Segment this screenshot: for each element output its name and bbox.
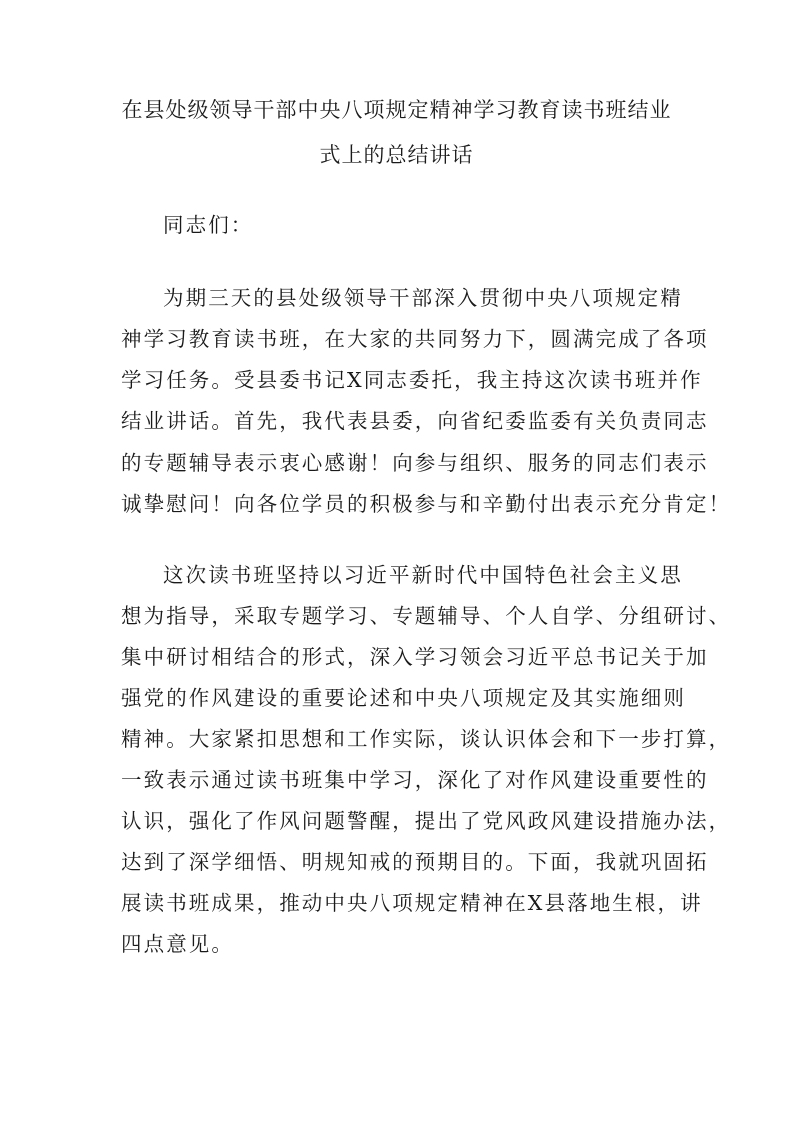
paragraph-2-line: 强党的作风建设的重要论述和中央八项规定及其实施细则 — [121, 686, 686, 710]
paragraph-2-line: 这次读书班坚持以习近平新时代中国特色社会主义思 — [163, 563, 683, 587]
paragraph-2-line: 四点意见。 — [121, 932, 234, 956]
document-title-line-1: 在县处级领导干部中央八项规定精神学习教育读书班结业 — [121, 98, 672, 122]
paragraph-1-line: 神学习教育读书班，在大家的共同努力下，圆满完成了各项 — [121, 327, 709, 351]
paragraph-1-line: 的专题辅导表示衷心感谢！向参与组织、服务的同志们表示 — [121, 451, 709, 475]
paragraph-1-line: 学习任务。受县委书记X同志委托，我主持这次读书班并作 — [121, 368, 703, 392]
paragraph-2-line: 集中研讨相结合的形式，深入学习领会习近平总书记关于加 — [121, 645, 709, 669]
document-title-line-2: 式上的总结讲话 — [319, 143, 474, 167]
paragraph-2-line: 想为指导，采取专题学习、专题辅导、个人自学、分组研讨、 — [121, 604, 732, 628]
paragraph-2-line: 认识，强化了作风问题警醒，提出了党风政风建设措施办法， — [121, 809, 732, 833]
paragraph-1-line: 为期三天的县处级领导干部深入贯彻中央八项规定精 — [163, 286, 683, 310]
paragraph-2-line: 达到了深学细悟、明规知戒的预期目的。下面，我就巩固拓 — [121, 850, 709, 874]
paragraph-2-line: 精神。大家紧扣思想和工作实际，谈认识体会和下一步打算， — [121, 727, 732, 751]
salutation: 同志们： — [163, 213, 254, 237]
paragraph-2-line: 一致表示通过读书班集中学习，深化了对作风建设重要性的 — [121, 768, 709, 792]
paragraph-1-line: 诚挚慰问！向各位学员的积极参与和辛勤付出表示充分肯定！ — [121, 492, 732, 516]
paragraph-2-line: 展读书班成果，推动中央八项规定精神在X县落地生根，讲 — [121, 891, 703, 915]
paragraph-1-line: 结业讲话。首先，我代表县委，向省纪委监委有关负责同志 — [121, 409, 709, 433]
